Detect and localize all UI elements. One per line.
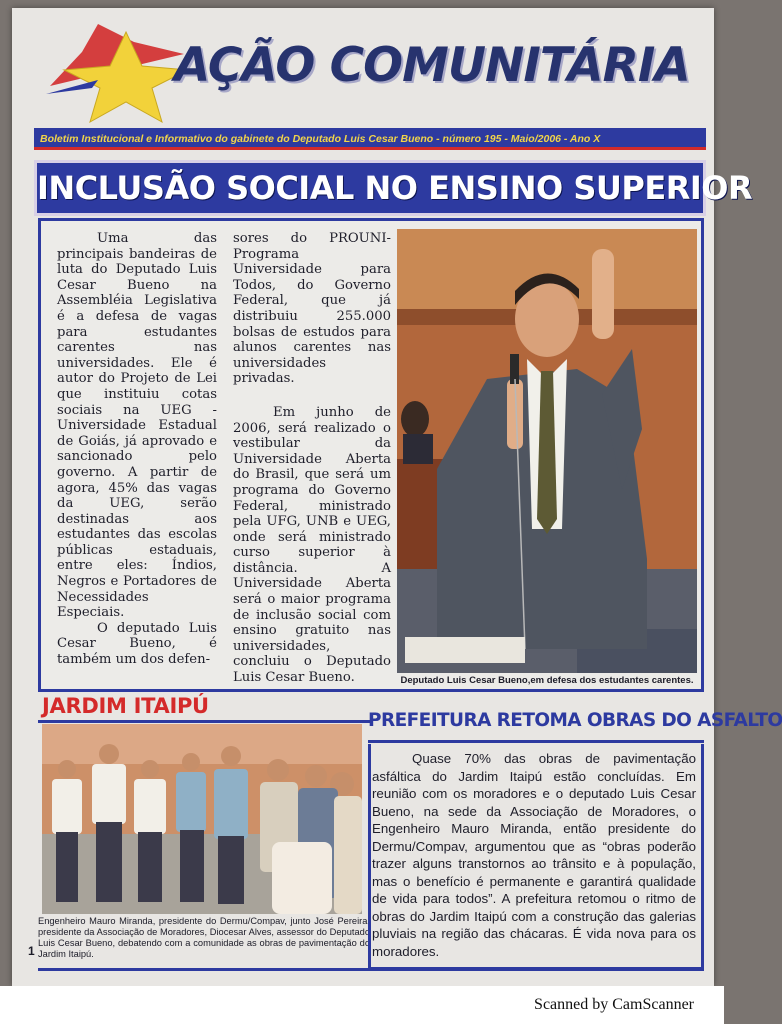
divider [38,720,372,723]
article-paragraph: sores do PROUNI-Programa Universidade para Todos, do Governo Federal, que já distribuiu 255.000 bolsas de estudos para alunos carentes nas universidades privadas. [233,231,391,387]
newsletter-page [12,8,782,986]
article-paragraph: Em junho de 2006, será realizado o vestibular da Universidade Aberta do Brasil, que será um programa do Governo Federal, ministrado pela UFG, UNB e UEG, onde será ministrado curso superior à distância. A Universidade Aberta será o maior programa de inclusão social com ensino gratuito nas universidades, concluiu o Deputado Luis Cesar Bueno. [233,404,391,686]
jardim-section-title: JARDIM ITAIPÚ [42,694,209,718]
prefeitura-headline: PREFEITURA RETOMA OBRAS DO ASFALTO [368,710,782,731]
masthead-subtitle: Boletim Institucional e Informativo do gabinete do Deputado Luis Cesar Bueno - número 195 - Maio/2006 - Ano X [34,128,706,150]
masthead-title: AÇÃO COMUNITÁRIA [174,38,690,93]
prefeitura-article [372,750,696,960]
scanner-watermark: Scanned by CamScanner [534,996,694,1013]
article-column-1 [57,231,217,668]
article-paragraph: O deputado Luis Cesar Bueno, é também um dos defen- [57,620,217,668]
page-number: 1 [28,944,35,958]
divider [368,740,704,743]
community-meeting-photo [42,724,362,914]
article-paragraph: Uma das principais bandeiras de luta do Deputado Luis Cesar Bueno na Assembléia Legislativa é a defesa de vagas para estudantes carentes nas universidades. Ele é autor do Projeto de Lei que instituiu cotas sociais na UEG - Universidade Estadual de Goiás, já aprovado e sancionado pelo governo. A partir de agora, 45% das vagas da UEG, serão destinadas aos estudantes das escolas públicas estaduais, entre eles: Índios, Negros e Portadores de Necessidades Especiais. [57,231,217,621]
main-headline: INCLUSÃO SOCIAL NO ENSINO SUPERIOR [34,160,706,216]
article-column-2 [233,231,391,686]
main-article [38,218,704,692]
scanner-footer [0,986,724,1024]
deputy-photo-caption: Deputado Luis Cesar Bueno,em defesa dos estudantes carentes. [400,675,694,686]
divider [38,968,704,971]
article-paragraph: Quase 70% das obras de pavimentação asfáltica do Jardim Itaipú estão concluídas. Em reunião com os moradores e o deputado Luis Cesar Bueno, na sede da Associação de Moradores, o Engenheiro Mauro Miranda, então presidente do Dermu/Compav, argumentou que as “obras poderão trazer alguns transtornos ao trânsito e à população, mas o benefício é permanente e garantirá qualidade de vida para todos”. A prefeitura retomou o ritmo de obras do Jardim Itaipú com a construção das galerias pluviais na região das chácaras. É vida nova para os moradores. [372,751,696,959]
deputy-photo [397,229,697,673]
community-photo-caption: Engenheiro Mauro Miranda, presidente do Dermu/Compav, junto José Pereira, presidente da Associação de Moradores, Diocesar Alves, assessor do Deputado Luis Cesar Bueno, debatendo com a comunidade as obras de pavimentação do Jardim Itaipú. [38,916,370,959]
